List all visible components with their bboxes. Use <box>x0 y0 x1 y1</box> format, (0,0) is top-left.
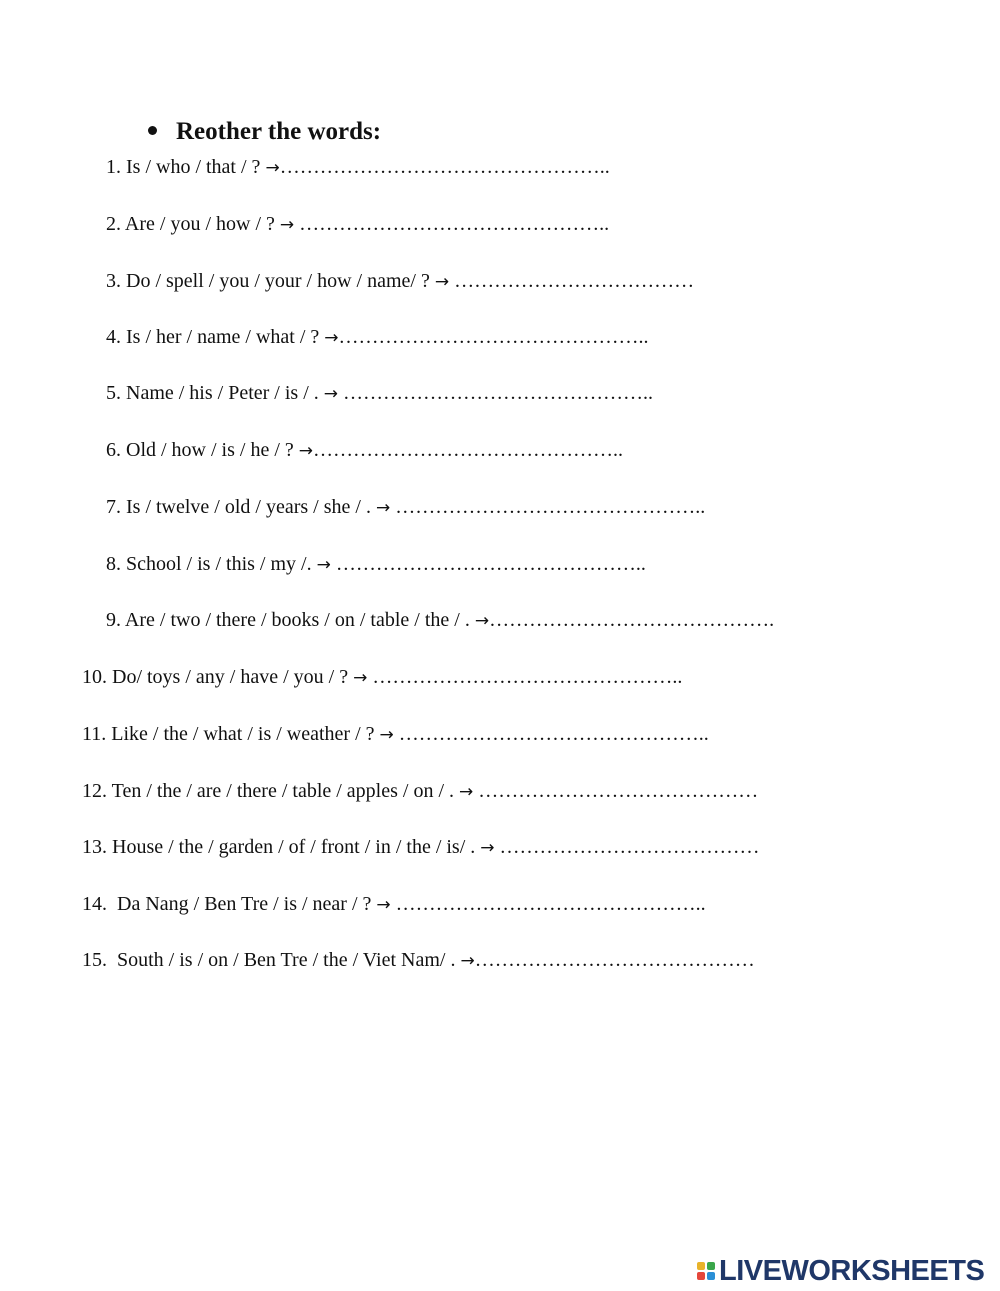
item-number: 13. <box>82 836 107 858</box>
answer-blank[interactable]: ……………………………………….. <box>338 326 649 348</box>
bullet-icon <box>148 126 157 135</box>
logo-block <box>707 1272 715 1280</box>
item-scrambled-words: Do / spell / you / your / how / name/ ? <box>126 270 430 292</box>
item-number: 15. <box>82 949 107 971</box>
exercise-item <box>82 721 709 748</box>
arrow-right-icon: → <box>434 272 450 292</box>
item-scrambled-words: South / is / on / Ben Tre / the / Viet Nam/ . <box>117 949 456 971</box>
arrow-right-icon: → <box>480 838 495 858</box>
exercise-item <box>106 211 609 238</box>
item-number: 5. <box>106 382 121 404</box>
liveworksheets-logo <box>697 1256 984 1286</box>
logo-block <box>707 1262 715 1270</box>
item-scrambled-words: House / the / garden / of / front / in / the / is/ . <box>112 836 476 858</box>
exercise-item <box>106 607 774 634</box>
arrow-right-icon: → <box>279 215 295 235</box>
item-number: 6. <box>106 439 121 461</box>
item-scrambled-words: Like / the / what / is / weather / ? <box>111 723 375 745</box>
exercise-item <box>82 947 755 974</box>
answer-blank[interactable]: ………………………………………….. <box>279 156 610 178</box>
logo-block <box>697 1272 705 1280</box>
item-number: 11. <box>82 723 107 745</box>
item-scrambled-words: Ten / the / are / there / table / apples / on / . <box>111 780 455 802</box>
arrow-right-icon: → <box>460 951 475 971</box>
item-scrambled-words: Name / his / Peter / is / . <box>126 382 319 404</box>
item-scrambled-words: Is / twelve / old / years / she / . <box>126 496 371 518</box>
arrow-right-icon: → <box>376 895 391 915</box>
answer-blank[interactable]: ……………………………………….. <box>338 382 654 404</box>
item-scrambled-words: School / is / this / my /. <box>126 553 312 575</box>
answer-blank[interactable]: …………………………………… <box>473 780 759 802</box>
arrow-right-icon: → <box>316 555 331 575</box>
logo-text: LIVEWORKSHEETS <box>719 1254 985 1287</box>
arrow-right-icon: → <box>324 328 339 348</box>
item-number: 12. <box>82 780 107 802</box>
exercise-item <box>106 324 649 351</box>
item-number: 8. <box>106 553 121 575</box>
item-scrambled-words: Old / how / is / he / ? <box>126 439 294 461</box>
exercise-item <box>106 268 694 295</box>
exercise-item <box>82 664 682 691</box>
exercise-item <box>82 834 760 861</box>
answer-blank[interactable]: ……………………………………….. <box>294 213 610 235</box>
item-scrambled-words: Do/ toys / any / have / you / ? <box>112 666 349 688</box>
answer-blank[interactable]: ……………………………………….. <box>390 893 706 915</box>
exercise-item <box>106 437 623 464</box>
item-scrambled-words: Is / who / that / ? <box>126 156 261 178</box>
arrow-right-icon: → <box>379 725 394 745</box>
arrow-right-icon: → <box>474 611 490 631</box>
arrow-right-icon: → <box>353 668 368 688</box>
arrow-right-icon: → <box>323 384 339 404</box>
exercise-item <box>106 551 646 578</box>
answer-blank[interactable]: ……………………………………….. <box>390 496 706 518</box>
exercise-item <box>106 154 610 181</box>
worksheet-heading <box>148 118 381 146</box>
exercise-item <box>82 778 758 805</box>
arrow-right-icon: → <box>265 158 280 178</box>
answer-blank[interactable]: ……………………………………. <box>489 609 775 631</box>
item-number: 9. <box>106 609 121 631</box>
item-number: 2. <box>106 213 121 235</box>
exercise-item <box>106 380 653 407</box>
answer-blank[interactable]: ……………………………………….. <box>367 666 683 688</box>
item-scrambled-words: Is / her / name / what / ? <box>126 326 320 348</box>
answer-blank[interactable]: ……………………………… <box>449 270 695 292</box>
logo-blocks-icon <box>697 1262 715 1280</box>
item-number: 1. <box>106 156 121 178</box>
exercise-item <box>82 891 706 918</box>
item-number: 4. <box>106 326 121 348</box>
item-scrambled-words: Are / two / there / books / on / table / the / . <box>124 609 470 631</box>
answer-blank[interactable]: ……………………………………….. <box>393 723 709 745</box>
arrow-right-icon: → <box>298 441 314 461</box>
item-scrambled-words: Are / you / how / ? <box>124 213 275 235</box>
answer-blank[interactable]: ………………………………… <box>494 836 760 858</box>
item-number: 14. <box>82 893 107 915</box>
answer-blank[interactable]: ……………………………………….. <box>313 439 624 461</box>
exercise-item <box>106 494 705 521</box>
logo-block <box>697 1262 705 1270</box>
heading-text: Reother the words: <box>176 118 382 145</box>
arrow-right-icon: → <box>375 498 391 518</box>
answer-blank[interactable]: ……………………………………….. <box>330 553 646 575</box>
item-number: 7. <box>106 496 121 518</box>
item-scrambled-words: Da Nang / Ben Tre / is / near / ? <box>117 893 372 915</box>
answer-blank[interactable]: …………………………………… <box>474 949 755 971</box>
item-number: 10. <box>82 666 107 688</box>
arrow-right-icon: → <box>459 782 474 802</box>
item-number: 3. <box>106 270 121 292</box>
